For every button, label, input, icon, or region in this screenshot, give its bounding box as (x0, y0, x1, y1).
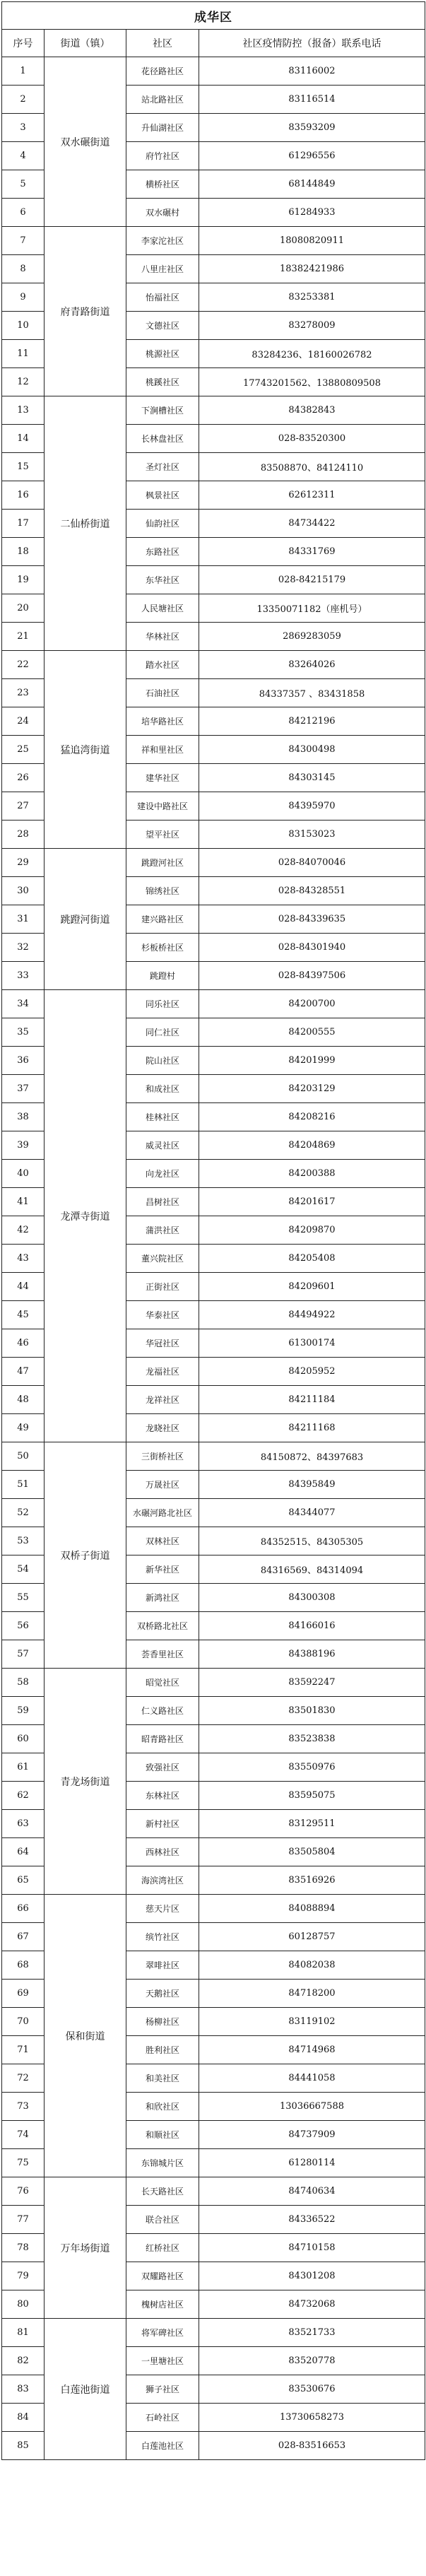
contact-phone: 83520778 (199, 2347, 425, 2375)
community-name: 双水碾村 (126, 199, 199, 227)
community-name: 长天路社区 (126, 2177, 199, 2206)
row-index: 18 (2, 538, 45, 566)
contact-phone: 84388196 (199, 1640, 425, 1669)
row-index: 37 (2, 1075, 45, 1103)
contact-phone: 84714968 (199, 2036, 425, 2064)
row-index: 47 (2, 1358, 45, 1386)
community-name: 昭觉社区 (126, 1669, 199, 1697)
contact-phone: 84710158 (199, 2234, 425, 2262)
street-name: 跳蹬河街道 (45, 849, 126, 990)
community-name: 枫景社区 (126, 481, 199, 510)
contact-phone: 61296556 (199, 142, 425, 170)
row-index: 23 (2, 679, 45, 707)
community-name: 胜利社区 (126, 2036, 199, 2064)
street-name: 白莲池街道 (45, 2319, 126, 2460)
contact-phone: 84201617 (199, 1188, 425, 1216)
community-name: 同乐社区 (126, 990, 199, 1018)
contact-phone: 84382843 (199, 396, 425, 425)
contact-phone: 83278009 (199, 312, 425, 340)
community-name: 和美社区 (126, 2064, 199, 2093)
community-name: 白莲池社区 (126, 2432, 199, 2460)
row-index: 42 (2, 1216, 45, 1245)
contact-phone: 83550976 (199, 1753, 425, 1782)
community-name: 横桥社区 (126, 170, 199, 199)
row-index: 51 (2, 1471, 45, 1499)
community-name: 一里塘社区 (126, 2347, 199, 2375)
community-name: 怡福社区 (126, 283, 199, 312)
contact-phone: 84211168 (199, 1414, 425, 1442)
community-name: 华冠社区 (126, 1329, 199, 1358)
community-name: 西林社区 (126, 1838, 199, 1866)
contact-phone: 62612311 (199, 481, 425, 510)
community-name: 跳蹬村 (126, 962, 199, 990)
row-index: 65 (2, 1866, 45, 1895)
community-name: 升仙湖社区 (126, 114, 199, 142)
community-name: 双耀路社区 (126, 2262, 199, 2290)
row-index: 68 (2, 1951, 45, 1980)
row-index: 30 (2, 877, 45, 905)
row-index: 44 (2, 1273, 45, 1301)
table-row (2, 57, 425, 86)
header-index: 序号 (2, 30, 45, 57)
row-index: 33 (2, 962, 45, 990)
row-index: 57 (2, 1640, 45, 1669)
community-name: 桃源社区 (126, 340, 199, 368)
row-index: 77 (2, 2206, 45, 2234)
contact-phone: 84441058 (199, 2064, 425, 2093)
table-row (2, 227, 425, 255)
row-index: 38 (2, 1103, 45, 1131)
community-name: 建设中路社区 (126, 792, 199, 821)
contact-phone: 84205952 (199, 1358, 425, 1386)
row-index: 41 (2, 1188, 45, 1216)
contact-phone: 83521733 (199, 2319, 425, 2347)
community-name: 龙福社区 (126, 1358, 199, 1386)
row-index: 31 (2, 905, 45, 934)
row-index: 27 (2, 792, 45, 821)
row-index: 83 (2, 2375, 45, 2404)
row-index: 22 (2, 651, 45, 679)
community-name: 向龙社区 (126, 1160, 199, 1188)
contact-phone: 84737909 (199, 2121, 425, 2149)
contact-phone: 83592247 (199, 1669, 425, 1697)
contact-phone: 84352515、84305305 (199, 1527, 425, 1555)
row-index: 34 (2, 990, 45, 1018)
contact-phone: 18080820911 (199, 227, 425, 255)
row-index: 1 (2, 57, 45, 86)
community-name: 华林社区 (126, 623, 199, 651)
contact-phone: 84303145 (199, 764, 425, 792)
header-community: 社区 (126, 30, 199, 57)
community-name: 下涧槽社区 (126, 396, 199, 425)
row-index: 46 (2, 1329, 45, 1358)
community-name: 致强社区 (126, 1753, 199, 1782)
community-name: 昭青路社区 (126, 1725, 199, 1753)
contact-phone: 83153023 (199, 821, 425, 849)
row-index: 35 (2, 1018, 45, 1047)
contact-phone: 83593209 (199, 114, 425, 142)
community-name: 天鹅社区 (126, 1980, 199, 2008)
contact-phone: 83530676 (199, 2375, 425, 2404)
contact-phone: 84200555 (199, 1018, 425, 1047)
community-name: 圣灯社区 (126, 453, 199, 481)
community-name: 同仁社区 (126, 1018, 199, 1047)
table-title: 成华区 (2, 2, 425, 30)
community-name: 锦绣社区 (126, 877, 199, 905)
contact-table (1, 1, 425, 2460)
row-index: 81 (2, 2319, 45, 2347)
contact-phone: 028-84328551 (199, 877, 425, 905)
row-index: 48 (2, 1386, 45, 1414)
row-index: 79 (2, 2262, 45, 2290)
contact-phone: 83116002 (199, 57, 425, 86)
street-name: 猛追湾街道 (45, 651, 126, 849)
row-index: 69 (2, 1980, 45, 2008)
community-name: 杉板桥社区 (126, 934, 199, 962)
contact-phone: 84395849 (199, 1471, 425, 1499)
table-row (2, 1442, 425, 1471)
community-name: 双桥路北社区 (126, 1612, 199, 1640)
community-name: 八里庄社区 (126, 255, 199, 283)
contact-phone: 84331769 (199, 538, 425, 566)
row-index: 6 (2, 199, 45, 227)
row-index: 75 (2, 2149, 45, 2177)
row-index: 58 (2, 1669, 45, 1697)
contact-phone: 84205408 (199, 1245, 425, 1273)
row-index: 64 (2, 1838, 45, 1866)
community-name: 荟香里社区 (126, 1640, 199, 1669)
contact-phone: 028-84397506 (199, 962, 425, 990)
contact-phone: 83284236、18160026782 (199, 340, 425, 368)
table-row (2, 1669, 425, 1697)
contact-phone: 61280114 (199, 2149, 425, 2177)
row-index: 73 (2, 2093, 45, 2121)
row-index: 11 (2, 340, 45, 368)
contact-phone: 84316569、84314094 (199, 1555, 425, 1584)
contact-phone: 83523838 (199, 1725, 425, 1753)
community-name: 威灵社区 (126, 1131, 199, 1160)
contact-phone: 84718200 (199, 1980, 425, 2008)
row-index: 59 (2, 1697, 45, 1725)
contact-phone: 028-83520300 (199, 425, 425, 453)
community-name: 长林盘社区 (126, 425, 199, 453)
table-row (2, 849, 425, 877)
community-name: 桃蹊社区 (126, 368, 199, 396)
contact-phone: 84734422 (199, 510, 425, 538)
contact-phone: 84494922 (199, 1301, 425, 1329)
row-index: 78 (2, 2234, 45, 2262)
community-name: 踏水社区 (126, 651, 199, 679)
contact-phone: 13730658273 (199, 2404, 425, 2432)
contact-phone: 84209601 (199, 1273, 425, 1301)
contact-phone: 68144849 (199, 170, 425, 199)
community-name: 建华社区 (126, 764, 199, 792)
row-index: 63 (2, 1810, 45, 1838)
community-name: 花径路社区 (126, 57, 199, 86)
community-name: 东林社区 (126, 1782, 199, 1810)
contact-phone: 84208216 (199, 1103, 425, 1131)
row-index: 12 (2, 368, 45, 396)
street-name: 青龙场街道 (45, 1669, 126, 1895)
community-name: 水碾河路北社区 (126, 1499, 199, 1527)
contact-phone: 84201999 (199, 1047, 425, 1075)
contact-phone: 84200700 (199, 990, 425, 1018)
community-name: 正街社区 (126, 1273, 199, 1301)
contact-phone: 83253381 (199, 283, 425, 312)
contact-phone: 83264026 (199, 651, 425, 679)
header-phone: 社区疫情防控（报备）联系电话 (199, 30, 425, 57)
contact-phone: 83508870、84124110 (199, 453, 425, 481)
row-index: 24 (2, 707, 45, 736)
community-name: 府竹社区 (126, 142, 199, 170)
contact-phone: 83595075 (199, 1782, 425, 1810)
community-name: 华泰社区 (126, 1301, 199, 1329)
contact-phone: 84211184 (199, 1386, 425, 1414)
row-index: 29 (2, 849, 45, 877)
community-name: 昌树社区 (126, 1188, 199, 1216)
row-index: 72 (2, 2064, 45, 2093)
community-name: 蒲洪社区 (126, 1216, 199, 1245)
row-index: 7 (2, 227, 45, 255)
row-index: 60 (2, 1725, 45, 1753)
community-name: 文德社区 (126, 312, 199, 340)
street-name: 双水碾街道 (45, 57, 126, 227)
contact-phone: 028-84301940 (199, 934, 425, 962)
row-index: 52 (2, 1499, 45, 1527)
row-index: 32 (2, 934, 45, 962)
contact-phone: 84212196 (199, 707, 425, 736)
row-index: 82 (2, 2347, 45, 2375)
community-name: 红桥社区 (126, 2234, 199, 2262)
row-index: 53 (2, 1527, 45, 1555)
community-name: 人民塘社区 (126, 594, 199, 623)
community-name: 院山社区 (126, 1047, 199, 1075)
row-index: 76 (2, 2177, 45, 2206)
community-name: 新华社区 (126, 1555, 199, 1584)
community-name: 缤竹社区 (126, 1923, 199, 1951)
row-index: 40 (2, 1160, 45, 1188)
contact-phone: 13350071182（座机号） (199, 594, 425, 623)
contact-phone: 028-84215179 (199, 566, 425, 594)
community-name: 翠啡社区 (126, 1951, 199, 1980)
community-name: 站北路社区 (126, 86, 199, 114)
community-name: 石油社区 (126, 679, 199, 707)
community-name: 将军碑社区 (126, 2319, 199, 2347)
table-row (2, 990, 425, 1018)
community-name: 新鸿社区 (126, 1584, 199, 1612)
contact-phone: 84150872、84397683 (199, 1442, 425, 1471)
community-name: 李家沱社区 (126, 227, 199, 255)
community-name: 和欣社区 (126, 2093, 199, 2121)
community-name: 三街桥社区 (126, 1442, 199, 1471)
row-index: 5 (2, 170, 45, 199)
community-name: 仁义路社区 (126, 1697, 199, 1725)
community-name: 培华路社区 (126, 707, 199, 736)
community-name: 狮子社区 (126, 2375, 199, 2404)
row-index: 16 (2, 481, 45, 510)
contact-phone: 61284933 (199, 199, 425, 227)
community-name: 杨柳社区 (126, 2008, 199, 2036)
community-name: 建兴路社区 (126, 905, 199, 934)
contact-phone: 84200388 (199, 1160, 425, 1188)
contact-phone: 84336522 (199, 2206, 425, 2234)
row-index: 61 (2, 1753, 45, 1782)
contact-phone: 13036667588 (199, 2093, 425, 2121)
community-name: 望平社区 (126, 821, 199, 849)
street-name: 府青路街道 (45, 227, 126, 396)
contact-phone: 83129511 (199, 1810, 425, 1838)
row-index: 15 (2, 453, 45, 481)
row-index: 4 (2, 142, 45, 170)
street-name: 二仙桥街道 (45, 396, 126, 651)
contact-phone: 84204869 (199, 1131, 425, 1160)
contact-phone: 83505804 (199, 1838, 425, 1866)
community-name: 东锦城片区 (126, 2149, 199, 2177)
row-index: 39 (2, 1131, 45, 1160)
contact-phone: 2869283059 (199, 623, 425, 651)
street-name: 万年场街道 (45, 2177, 126, 2319)
contact-phone: 17743201562、13880809508 (199, 368, 425, 396)
street-name: 保和街道 (45, 1895, 126, 2177)
contact-phone: 18382421986 (199, 255, 425, 283)
community-name: 新村社区 (126, 1810, 199, 1838)
community-name: 万晟社区 (126, 1471, 199, 1499)
street-name: 龙潭寺街道 (45, 990, 126, 1442)
contact-phone: 84166016 (199, 1612, 425, 1640)
table-row (2, 1895, 425, 1923)
community-name: 慈天片区 (126, 1895, 199, 1923)
row-index: 50 (2, 1442, 45, 1471)
row-index: 85 (2, 2432, 45, 2460)
contact-phone: 84082038 (199, 1951, 425, 1980)
row-index: 25 (2, 736, 45, 764)
row-index: 45 (2, 1301, 45, 1329)
table-row (2, 651, 425, 679)
table-body (2, 57, 425, 2460)
community-name: 仙韵社区 (126, 510, 199, 538)
community-name: 龙祥社区 (126, 1386, 199, 1414)
contact-phone: 84088894 (199, 1895, 425, 1923)
community-name: 石岭社区 (126, 2404, 199, 2432)
community-name: 龙晓社区 (126, 1414, 199, 1442)
row-index: 3 (2, 114, 45, 142)
row-index: 9 (2, 283, 45, 312)
contact-phone: 028-84070046 (199, 849, 425, 877)
contact-phone: 84300308 (199, 1584, 425, 1612)
row-index: 56 (2, 1612, 45, 1640)
row-index: 10 (2, 312, 45, 340)
community-name: 东华社区 (126, 566, 199, 594)
row-index: 71 (2, 2036, 45, 2064)
row-index: 8 (2, 255, 45, 283)
contact-phone: 84395970 (199, 792, 425, 821)
contact-phone: 83116514 (199, 86, 425, 114)
row-index: 19 (2, 566, 45, 594)
community-name: 东路社区 (126, 538, 199, 566)
row-index: 55 (2, 1584, 45, 1612)
community-name: 桂林社区 (126, 1103, 199, 1131)
community-name: 海滨湾社区 (126, 1866, 199, 1895)
contact-phone: 60128757 (199, 1923, 425, 1951)
row-index: 43 (2, 1245, 45, 1273)
community-name: 和顺社区 (126, 2121, 199, 2149)
row-index: 13 (2, 396, 45, 425)
row-index: 20 (2, 594, 45, 623)
row-index: 70 (2, 2008, 45, 2036)
row-index: 54 (2, 1555, 45, 1584)
contact-phone: 83516926 (199, 1866, 425, 1895)
row-index: 67 (2, 1923, 45, 1951)
row-index: 14 (2, 425, 45, 453)
table-row (2, 2319, 425, 2347)
contact-phone: 028-83516653 (199, 2432, 425, 2460)
row-index: 36 (2, 1047, 45, 1075)
contact-phone: 84740634 (199, 2177, 425, 2206)
community-name: 董兴院社区 (126, 1245, 199, 1273)
community-name: 双林社区 (126, 1527, 199, 1555)
contact-phone: 84301208 (199, 2262, 425, 2290)
community-name: 联合社区 (126, 2206, 199, 2234)
row-index: 74 (2, 2121, 45, 2149)
row-index: 17 (2, 510, 45, 538)
table-row (2, 396, 425, 425)
row-index: 26 (2, 764, 45, 792)
contact-phone: 61300174 (199, 1329, 425, 1358)
community-name: 祥和里社区 (126, 736, 199, 764)
contact-phone: 84344077 (199, 1499, 425, 1527)
contact-phone: 84732068 (199, 2290, 425, 2319)
contact-phone: 83501830 (199, 1697, 425, 1725)
community-name: 和成社区 (126, 1075, 199, 1103)
row-index: 49 (2, 1414, 45, 1442)
contact-phone: 84300498 (199, 736, 425, 764)
contact-phone: 84209870 (199, 1216, 425, 1245)
street-name: 双桥子街道 (45, 1442, 126, 1669)
community-name: 跳蹬河社区 (126, 849, 199, 877)
contact-phone: 83119102 (199, 2008, 425, 2036)
contact-phone: 84203129 (199, 1075, 425, 1103)
table-row (2, 2177, 425, 2206)
row-index: 62 (2, 1782, 45, 1810)
contact-phone: 028-84339635 (199, 905, 425, 934)
row-index: 2 (2, 86, 45, 114)
community-name: 槐树店社区 (126, 2290, 199, 2319)
row-index: 28 (2, 821, 45, 849)
row-index: 21 (2, 623, 45, 651)
row-index: 66 (2, 1895, 45, 1923)
header-street: 街道（镇） (45, 30, 126, 57)
contact-phone: 84337357 、83431858 (199, 679, 425, 707)
row-index: 80 (2, 2290, 45, 2319)
row-index: 84 (2, 2404, 45, 2432)
